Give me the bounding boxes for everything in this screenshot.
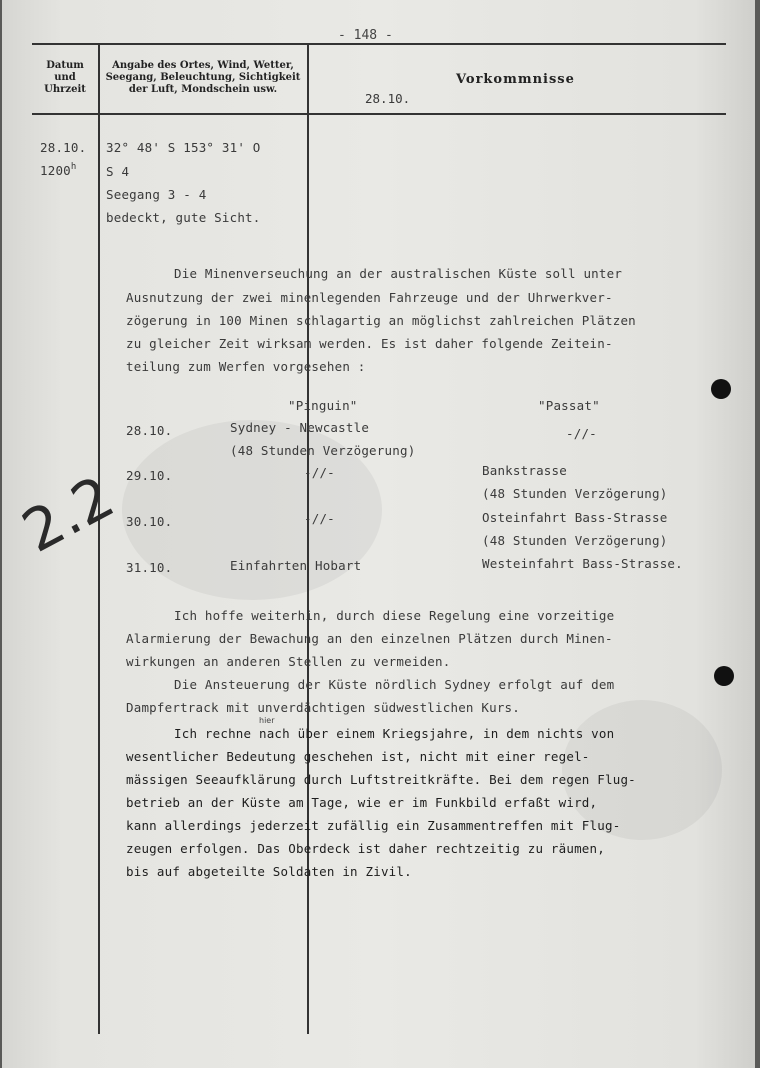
schedule-passat-entry: Bankstrasse — [482, 463, 567, 478]
schedule-passat-entry: Osteinfahrt Bass-Strasse — [482, 510, 668, 525]
position-line: 32° 48' S 153° 31' O — [106, 140, 261, 155]
paragraph-line: Alarmierung der Bewachung an den einzelnen Plätzen durch Minen- — [126, 631, 613, 646]
schedule-passat-entry: -//- — [566, 426, 597, 441]
header-entry-date: 28.10. — [365, 91, 411, 106]
schedule-pinguin-entry: Einfahrten Hobart — [230, 558, 362, 573]
entry-time-unit: h — [70, 162, 77, 172]
paragraph-line: mässigen Seeaufklärung durch Luftstreitkräfte. Bei dem regen Flug- — [126, 772, 636, 787]
paragraph-line: Ich rechne nach über einem Kriegsjahre, in dem nichts von — [174, 726, 615, 741]
header-conditions-line: Angabe des Ortes, Wind, Wetter, — [112, 60, 294, 71]
header-conditions-line: Seegang, Beleuchtung, Sichtigkeit — [105, 72, 301, 83]
entry-time-value: 1200 — [40, 163, 71, 178]
schedule-pinguin-entry: Sydney - Newcastle — [230, 420, 370, 435]
schedule-pinguin-entry: -//- — [304, 511, 335, 526]
paragraph-line: Die Minenverseuchung an der australischen Küste soll unter — [174, 266, 623, 281]
paragraph-line: zu gleicher Zeit wirksam werden. Es ist daher folgende Zeitein- — [126, 336, 613, 351]
header-events-title: Vorkommnisse — [456, 72, 575, 87]
header-conditions — [102, 60, 304, 96]
entry-date: 28.10. — [40, 140, 87, 155]
paragraph-line: Ausnutzung der zwei minenlegenden Fahrzeuge und der Uhrwerkver- — [126, 290, 613, 305]
header-time-label: Uhrzeit — [44, 84, 86, 95]
schedule-pinguin-entry: -//- — [304, 465, 335, 480]
position-line: Seegang 3 - 4 — [106, 187, 207, 202]
column-divider-2 — [307, 44, 309, 1034]
paragraph-line: bis auf abgeteilte Soldaten in Zivil. — [126, 864, 412, 879]
schedule-date: 28.10. — [126, 423, 173, 438]
schedule-date: 30.10. — [126, 514, 173, 529]
header-top-rule — [32, 43, 726, 45]
paragraph-line: wesentlicher Bedeutung geschehen ist, nicht mit einer regel- — [126, 749, 590, 764]
header-and-label: und — [54, 72, 76, 83]
header-conditions-line: der Luft, Mondschein usw. — [128, 84, 278, 95]
punch-hole — [714, 666, 734, 686]
paragraph-line: teilung zum Werfen vorgesehen : — [126, 359, 366, 374]
header-date-label: Datum — [46, 60, 84, 71]
schedule-pinguin-detail: (48 Stunden Verzögerung) — [230, 443, 416, 458]
schedule-date: 29.10. — [126, 468, 173, 483]
schedule-ship-passat: "Passat" — [538, 398, 600, 413]
column-divider-1 — [98, 44, 100, 1034]
position-line: S 4 — [106, 164, 130, 179]
schedule-passat-detail: (48 Stunden Verzögerung) — [482, 533, 668, 548]
header-bottom-rule — [32, 113, 726, 115]
paragraph-line: Ich hoffe weiterhin, durch diese Regelung eine vorzeitige — [174, 608, 615, 623]
paragraph-line: zögerung in 100 Minen schlagartig an möglichst zahlreichen Plätzen — [126, 313, 636, 328]
document-page — [2, 0, 755, 1068]
paragraph-line: Die Ansteuerung der Küste nördlich Sydney erfolgt auf dem — [174, 677, 615, 692]
position-line: bedeckt, gute Sicht. — [106, 210, 261, 225]
paragraph-line: kann allerdings jederzeit zufällig ein Zusammentreffen mit Flug- — [126, 818, 621, 833]
entry-time — [40, 163, 77, 178]
paragraph-line: zeugen erfolgen. Das Oberdeck ist daher rechtzeitig zu räumen, — [126, 841, 605, 856]
paragraph-line: Dampfertrack mit unverdächtigen südwestlichen Kurs. — [126, 700, 521, 715]
page-number: - 148 - — [338, 28, 393, 43]
paragraph-line: betrieb an der Küste am Tage, wie er im Funkbild erfaßt wird, — [126, 795, 598, 810]
schedule-ship-pinguin: "Pinguin" — [288, 398, 358, 413]
schedule-passat-detail: (48 Stunden Verzögerung) — [482, 486, 668, 501]
schedule-date: 31.10. — [126, 560, 173, 575]
paragraph-line: wirkungen an anderen Stellen zu vermeiden. — [126, 654, 451, 669]
punch-hole — [711, 379, 731, 399]
schedule-passat-entry: Westeinfahrt Bass-Strasse. — [482, 556, 683, 571]
header-date-time — [36, 60, 94, 96]
margin-handwritten-mark: 2.2 — [11, 462, 125, 566]
handwritten-insert: hier — [259, 716, 275, 725]
